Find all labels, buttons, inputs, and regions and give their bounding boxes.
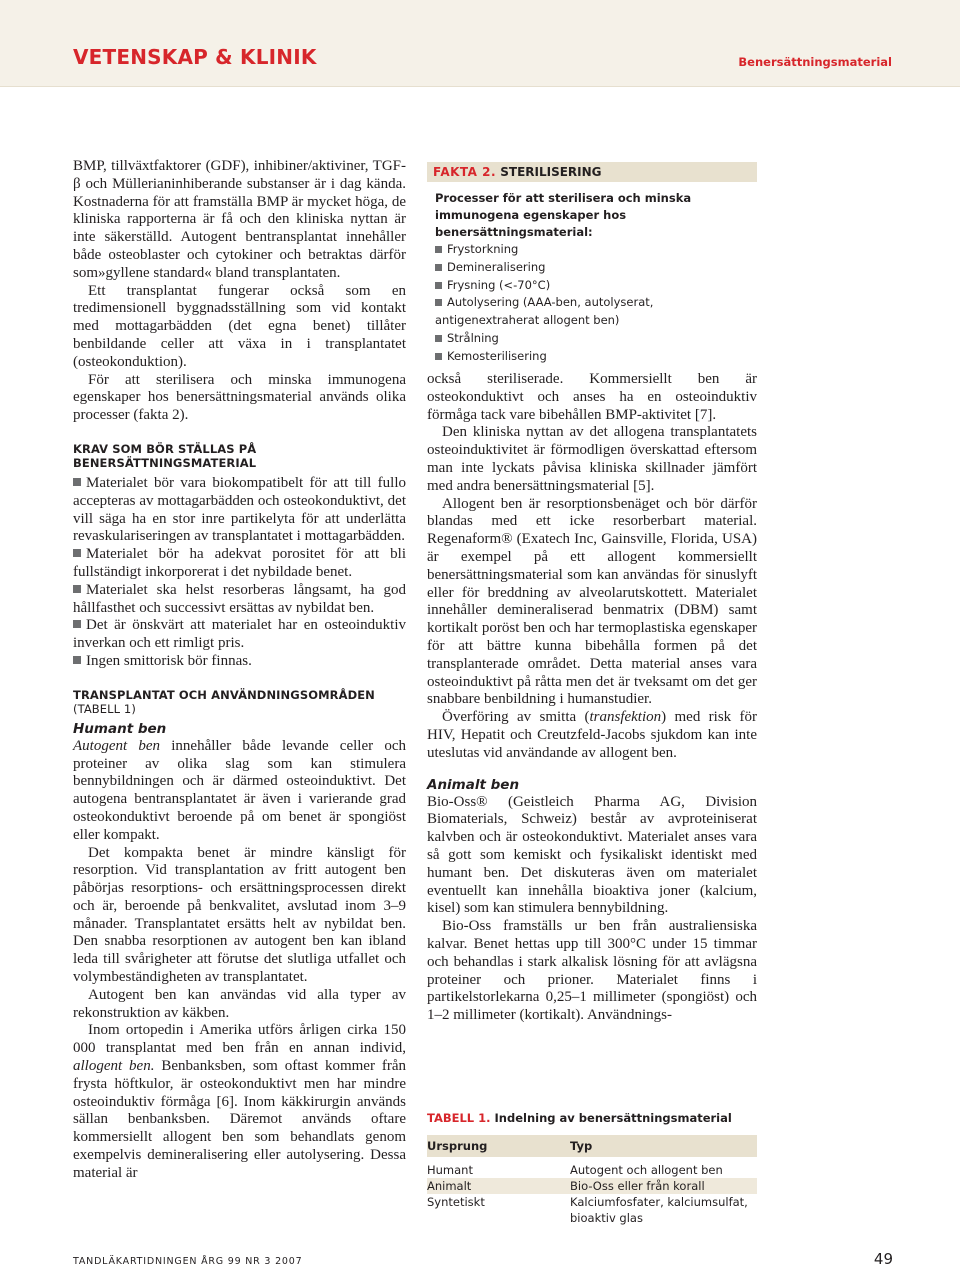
fact-item: Frystorkning <box>435 241 757 259</box>
bullet-square-icon <box>435 246 442 253</box>
transplant-heading: TRANSPLANTAT OCH ANVÄNDNINGSOMRÅDEN (TABELL 1) <box>73 687 375 716</box>
fact-label: FAKTA 2. <box>433 165 497 179</box>
fact-list <box>427 241 757 366</box>
bullet-square-icon <box>435 353 442 360</box>
table-row <box>427 1178 757 1194</box>
fact-box <box>427 162 757 363</box>
table-cell: Animalt <box>427 1178 570 1194</box>
bullet-square-icon <box>435 299 442 306</box>
fact-item: Frysning (<-70°C) <box>435 277 757 295</box>
paragraph: För att sterilisera och minska immunogena egenskaper hos benersättningsmaterial används olika processer (fakta 2). <box>73 371 406 424</box>
column-header: Typ <box>570 1135 757 1157</box>
table-title: TABELL 1. Indelning av benersättningsmaterial <box>427 1111 732 1125</box>
table-cell: Bio-Oss eller från korall <box>570 1178 757 1194</box>
table-reference: (TABELL 1) <box>73 701 136 716</box>
paragraph: Inom ortopedin i Amerika utförs årligen cirka 150 000 transplantat med ben från en annan individ, allogent ben. Benbanksben, som oftast kommer från frysta höftkulor, är osteokonduktivt men har mindre osteoinduktiv förmåga [6]. Inom käkkirurgin används sällan benbanksben. Däremot används oftare kommersiellt allogent ben som behandlats genom exempelvis demineralisering eller autolysering. Dessa material är <box>73 1022 406 1181</box>
bullet-square-icon <box>435 282 442 289</box>
requirement-item: Materialet bör ha adekvat porositet för att bli fullständigt inkorporerat i det nybildade benet. <box>73 546 406 580</box>
bullet-square-icon <box>73 478 81 486</box>
requirement-item: Ingen smittorisk bör finnas. <box>73 653 406 671</box>
paragraph: Det kompakta benet är mindre känsligt för resorption. Vid transplantation av fritt autogent ben påbörjas resorptions- och ersättningsprocessen direkt och är, beroende på benkvalitet, avslutad inom 3–9 månader. Transplantatet ersätts helt av nybildat ben. Den snabba resorptionen av autogent ben kan ibland leda till svårigheter att förutse det slutliga utfallet och volymbeständigheten av transplantatet. <box>73 844 406 986</box>
bullet-square-icon <box>73 620 81 628</box>
bullet-square-icon <box>73 656 81 664</box>
table-cell: Humant <box>427 1163 473 1177</box>
fact-item: Demineralisering <box>435 259 757 277</box>
fact-item: Strålning <box>435 330 757 348</box>
paragraph: också steriliserade. Kommersiellt ben är osteokonduktivt och anses ha en osteoinduktiv förmåga tack vare bibehållen BMP-aktivitet [7]. <box>427 371 757 423</box>
table-label: TABELL 1. <box>427 1111 491 1125</box>
paragraph: Allogent ben är resorptionsbenäget och bör därför blandas med ett icke resorberbart material. Regenaform® (Exatech Inc, Gainsville, Florida, USA) är exempel på ett allogent kommersiellt benersättningsmaterial som kan användas för sinuslyft eller för breddning av alveolarutskottett. Materialet innehåller demineraliserad benmatrix (DBM) samt kortikalt poröst ben och har termoplastiska egenskaper för att bättre kunna bibehålla formen på det transplanterade området. Detta material anses vara osteoinduktivt på råtta men det är tveksamt om det ger snabbare benbildning i humanstudier. <box>427 495 757 708</box>
paragraph: Autogent ben innehåller både levande celler och proteiner av olika slag som kan stimulera bennybildningen och är därmed osteoinduktivt. Det autogena bentransplantatet är även i varierande grad osteokonduktivt beroende på om benet är spongiöst eller kompakt. <box>73 737 406 843</box>
table-row <box>427 1194 757 1226</box>
page-number: 49 <box>873 1250 893 1268</box>
bullet-square-icon <box>73 585 81 593</box>
fact-title: STERILISERING <box>500 165 602 179</box>
requirement-item: Det är önskvärt att materialet har en osteoinduktiv inverkan och ett rimligt pris. <box>73 617 406 652</box>
table-row <box>427 1157 757 1178</box>
left-column <box>73 158 406 1183</box>
header-band <box>0 0 960 87</box>
section-title: VETENSKAP & KLINIK <box>73 45 317 69</box>
requirements-heading: KRAV SOM BÖR STÄLLAS PÅ BENERSÄTTNINGSMATERIAL <box>73 441 257 470</box>
paragraph: Bio-Oss framställs ur ben från australiensiska kalvar. Benet hettas upp till 300°C under 15 timmar och behandlas i stark alkalisk lösning för att avlägsna proteiner och prioner. Materialet finns i partikelstorlekarna 0,25–1 millimeter (spongiöst) och 1–2 millimeter (kortikalt). Användnings- <box>427 918 757 1024</box>
fact-header <box>427 162 757 182</box>
paragraph: Autogent ben kan användas vid alla typer av rekonstruktion av käkben. <box>73 986 406 1021</box>
requirement-item: Materialet ska helst resorberas långsamt, ha god hållfasthet och successivt ersättas av nybildat ben. <box>73 581 406 616</box>
subheading-humant: Humant ben <box>73 720 167 737</box>
table-header-row <box>427 1135 757 1157</box>
table-1 <box>427 1110 757 1226</box>
table-cell: Kalciumfosfater, kalciumsulfat, bioaktiv glas <box>570 1195 748 1225</box>
column-header: Ursprung <box>427 1135 570 1157</box>
subheading-animalt: Animalt ben <box>427 776 520 793</box>
material-table <box>427 1135 757 1226</box>
fact-intro: Processer för att sterilisera och minska immunogena egenskaper hos benersättningsmaterial: <box>435 191 692 239</box>
paragraph: BMP, tillväxtfaktorer (GDF), inhibiner/aktiviner, TGF-β och Müllerianinhiberande substanser är i dag kända. Kostnaderna för att framställa BMP är mycket höga, de kliniska rapporterna är få och den kliniska nyttan är inte säkerställd. Autogent bentransplantat innehåller både osteoblaster och cytokiner och betraktas därför som»gyllene standard« bland transplantaten. <box>73 158 406 281</box>
paragraph: Överföring av smitta (transfektion) med risk för HIV, Hepatit och Creutzfeld-Jacobs sjukdom kan inte uteslutas vid användande av allogent ben. <box>427 709 757 761</box>
paragraph: Bio-Oss® (Geistleich Pharma AG, Division Biomaterials, Schweiz) består av avproteiniserat kalvben och är osteokonduktivt. Materialet anses vara så gott som kemiskt och fysikaliskt identiskt med humant ben. Det diskuteras även om materialet eventuellt kan innehålla bioaktiva joner (kalcium, kisel) som kan stimulera bennybildning. <box>427 793 757 917</box>
requirement-item: Materialet bör vara biokompatibelt för att till fullo accepteras av mottagarbädden och osteokonduktivt, det vill säga ha en stor inre partikelyta för att underlätta revaskulariseringen av transplantatet i mottagarbädden. <box>73 474 406 545</box>
right-column <box>427 371 757 1025</box>
fact-item: Kemosterilisering <box>435 348 757 366</box>
paragraph: Den kliniska nyttan av det allogena transplantatets osteoinduktivitet är förmodligen överskattad eftersom man inte lyckats påvisa kliniska skillnader jämfört med andra benersättningsmaterial [5]. <box>427 424 757 494</box>
table-cell: Syntetiskt <box>427 1195 485 1209</box>
table-cell: Autogent och allogent ben <box>570 1163 723 1177</box>
bullet-square-icon <box>435 335 442 342</box>
journal-footer: TANDLÄKARTIDNINGEN ÅRG 99 NR 3 2007 <box>73 1256 303 1267</box>
bullet-square-icon <box>73 549 81 557</box>
bullet-square-icon <box>435 264 442 271</box>
paragraph: Ett transplantat fungerar också som en tredimensionell byggnadsställning som vid kontakt med mottagarbädden (det egna benet) tillåter benbildande celler att växa in i transplantatet (osteokonduktion). <box>73 282 406 370</box>
section-topic: Benersättningsmaterial <box>738 55 892 69</box>
fact-item: Autolysering (AAA-ben, autolyserat, antigenextraherat allogent ben) <box>435 295 654 328</box>
